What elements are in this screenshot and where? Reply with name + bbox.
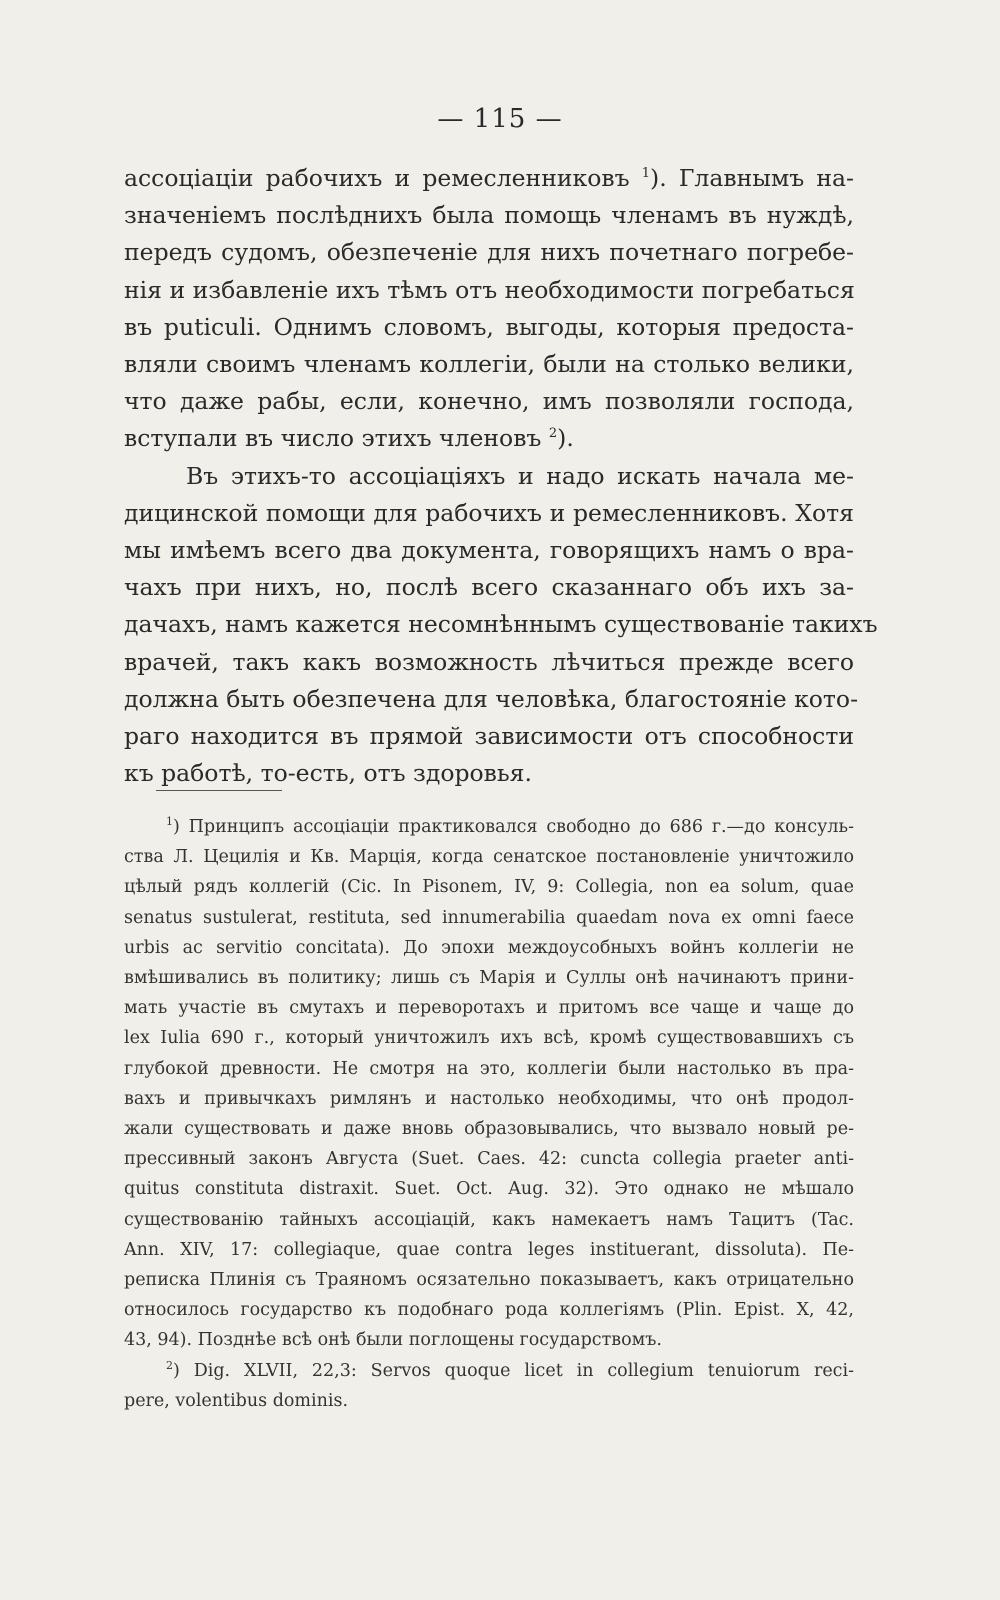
- footnote-line: [124, 1356, 854, 1386]
- text-line: къ работѣ, то-есть, отъ здоровья.: [124, 759, 532, 788]
- footnote-line: вмѣшивались въ политику; лишь съ Марія и Суллы онѣ начинаютъ прини-: [124, 968, 854, 989]
- text-line: дачахъ, намъ кажется несомнѣннымъ существованіе такихъ: [124, 610, 878, 639]
- text-line: передъ судомъ, обезпеченіе для нихъ почетнаго погребе-: [124, 238, 854, 267]
- text-line: что даже рабы, если, конечно, имъ позволяли господа,: [124, 387, 854, 416]
- footnote-divider: [156, 790, 282, 791]
- text-line: вляли своимъ членамъ коллегіи, были на столько велики,: [124, 350, 854, 379]
- text-line: въ puticuli. Однимъ словомъ, выгоды, которыя предоста-: [124, 312, 854, 341]
- text-line: нія и избавленіе ихъ тѣмъ отъ необходимости погребаться: [124, 275, 855, 304]
- footnote-line: вахъ и привычкахъ римлянъ и настолько необходимы, что онѣ продол-: [124, 1088, 854, 1109]
- footnote-2: [124, 1356, 854, 1416]
- footnote-ref: 2: [548, 426, 558, 442]
- footnote-line: pere, volentibus dominis.: [124, 1390, 349, 1411]
- footnote-marker: 2: [166, 1358, 173, 1372]
- line-text: вступали въ число этихъ членовъ: [124, 424, 542, 453]
- text-line: [124, 420, 854, 457]
- text-line: должна быть обезпечена для человѣка, благостояніе кото-: [124, 684, 859, 713]
- line-text: ).: [557, 424, 574, 453]
- footnote-line: ства Л. Цецилія и Кв. Марція, когда сенатское постановленіе уничтожило: [124, 847, 854, 868]
- footnotes: [124, 812, 854, 1416]
- footnote-line: глубокой древности. Не смотря на это, коллегіи были настолько въ пра-: [124, 1058, 854, 1079]
- text-line: чахъ при нихъ, но, послѣ всего сказаннаго объ ихъ за-: [124, 573, 854, 602]
- footnote-line: реписка Плинія съ Траяномъ осязательно показываетъ, какъ отрицательно: [124, 1270, 854, 1291]
- footnote-line: 43, 94). Позднѣе всѣ онѣ были поглощены государствомъ.: [124, 1330, 662, 1351]
- footnote-line: цѣлый рядъ коллегій (Cic. In Pisonem, IV, 9: Collegia, non ea solum, quae: [124, 877, 854, 898]
- text-line: раго находится въ прямой зависимости отъ способности: [124, 722, 854, 751]
- text-line: [124, 160, 854, 197]
- footnote-line: существованію тайныхъ ассоціацій, какъ намекаетъ намъ Тацитъ (Tac.: [124, 1209, 854, 1230]
- footnote-line: quitus constituta distraxit. Suet. Oct. Aug. 32). Это однако не мѣшало: [124, 1179, 854, 1200]
- footnote-1: [124, 812, 854, 1356]
- footnote-text: ) Dig. XLVII, 22,3: Servos quoque licet in collegium tenuiorum reci-: [173, 1360, 854, 1381]
- line-text: ). Главнымъ на-: [650, 164, 854, 192]
- footnote-text: ) Принципъ ассоціаціи практиковался свободно до 686 г.—до консуль-: [173, 817, 854, 837]
- footnote-line: [124, 812, 854, 842]
- footnote-line: мать участіе въ смутахъ и переворотахъ и притомъ все чаще и чаще до: [124, 998, 854, 1019]
- main-text: [124, 160, 878, 792]
- footnote-line: Ann. XIV, 17: collegiaque, quae contra leges instituerant, dissoluta). Пе-: [124, 1239, 854, 1260]
- text-line: врачей, такъ какъ возможность лѣчиться прежде всего: [124, 647, 854, 676]
- text-line: значеніемъ послѣднихъ была помощь членамъ въ нуждѣ,: [124, 201, 854, 230]
- footnote-line: lex Iulia 690 г., который уничтожилъ ихъ всѣ, кромѣ существовавшихъ съ: [124, 1028, 854, 1049]
- footnote-line: senatus sustulerat, restituta, sed innumerabilia quaedam nova ex omni faece: [124, 907, 854, 928]
- footnote-line: прессивный законъ Августа (Suet. Caes. 42: cuncta collegia praeter anti-: [124, 1149, 854, 1170]
- footnote-ref: 1: [641, 166, 651, 181]
- line-text: ассоціаціи рабочихъ и ремесленниковъ: [124, 164, 630, 192]
- page-number: — 115 —: [437, 104, 563, 134]
- text-line: дицинской помощи для рабочихъ и ремесленниковъ. Хотя: [124, 498, 854, 527]
- footnote-line: urbis ac servitio concitata). До эпохи междоусобныхъ войнъ коллегіи не: [124, 937, 854, 958]
- text-line: мы имѣемъ всего два документа, говорящихъ намъ о вра-: [124, 536, 854, 565]
- footnote-line: относилось государство къ подобнаго рода коллегіямъ (Plin. Epist. X, 42,: [124, 1300, 854, 1321]
- footnote-marker: 1: [166, 815, 173, 828]
- footnote-line: жали существовать и даже вновь образовывались, что вызвало новый ре-: [124, 1119, 854, 1140]
- text-line: Въ этихъ-то ассоціаціяхъ и надо искать начала ме-: [186, 461, 854, 490]
